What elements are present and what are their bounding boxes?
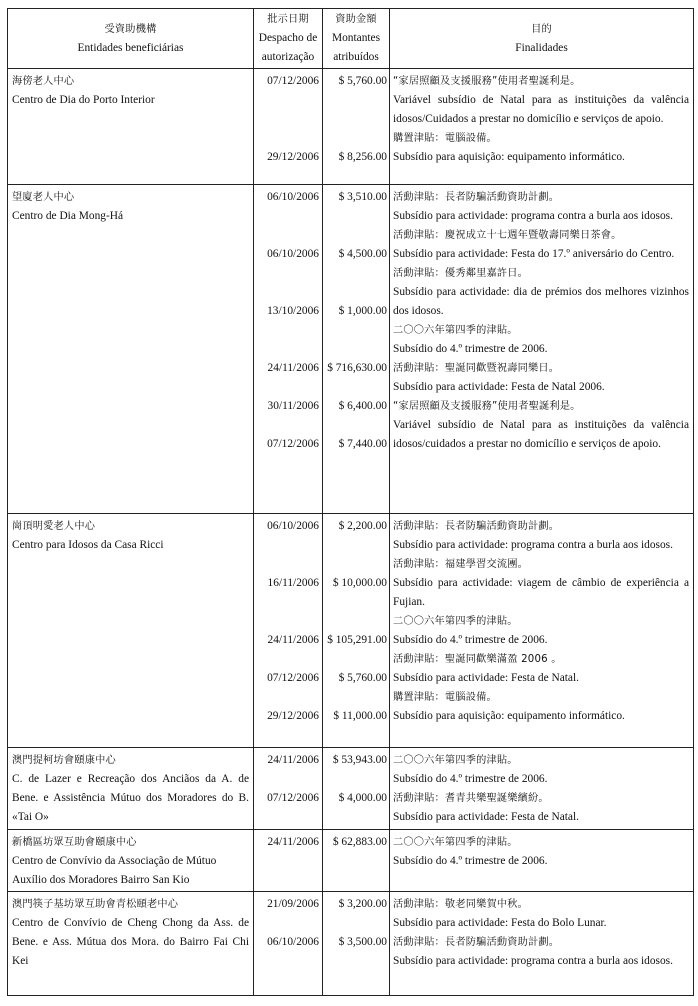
purpose-cell: 活動津貼：長者防騙活動資助計劃。 Subsídio para actividade: programa contra a burla aos idosos. 活動津貼：福建學習交流團。 Subsídio para actividade: viagem de câmbio de experiência a Fujian. 二〇〇六年第四季的津貼。 Subsídio do 4.º trimestre de 2006. 活動津貼：聖誕同歡樂滿盈 2006 。 Subsídio para actividade: Festa de Natal. 購置津貼：電腦設備。 Subsídio para aquisição: equipamento informático.	[390, 514, 694, 748]
entity-cell: 澳門提柯坊會頤康中心 C. de Lazer e Recreação dos Anciãos da A. de Bene. e Assistência Mútuo dos Moradores do B. «Tai O»	[8, 748, 254, 830]
amount-cell: $ 53,943.00 $ 4,000.00	[323, 748, 390, 830]
date-cell: 06/10/2006 06/10/2006 13/10/2006 24/11/2006 30/11/2006 07/12/2006	[254, 185, 323, 514]
subsidy-table	[7, 8, 694, 996]
table-row	[8, 892, 694, 996]
date-cell: 21/09/2006 06/10/2006	[254, 892, 323, 996]
date-cell: 06/10/2006 16/11/2006 24/11/2006 07/12/2006 29/12/2006	[254, 514, 323, 748]
date-cell: 07/12/2006 29/12/2006	[254, 69, 323, 185]
entity-cell: 澳門筷子基坊眾互助會青松頤老中心 Centro de Convívio de Cheng Chong da Ass. de Bene. e Ass. Mútua dos Mora. do Bairro Fai Chi Kei	[8, 892, 254, 996]
header-date: 批示日期 Despacho de autorização	[254, 9, 323, 69]
date-cell: 24/11/2006	[254, 830, 323, 892]
entity-cell: 新橋區坊眾互助會頤康中心 Centro de Convívio da Associação de Mútuo Auxílio dos Moradores Bairro San Kio	[8, 830, 254, 892]
entity-cell: 崗頂明愛老人中心 Centro para Idosos da Casa Ricci	[8, 514, 254, 748]
entity-cell: 海傍老人中心 Centro de Dia do Porto Interior	[8, 69, 254, 185]
table-row	[8, 185, 694, 514]
entity-cell: 望廈老人中心 Centro de Dia Mong-Há	[8, 185, 254, 514]
table-header-row	[8, 9, 694, 69]
amount-cell: $ 62,883.00	[323, 830, 390, 892]
amount-cell: $ 3,510.00 $ 4,500.00 $ 1,000.00 $ 716,630.00 $ 6,400.00 $ 7,440.00	[323, 185, 390, 514]
purpose-cell: 二〇〇六年第四季的津貼。 Subsídio do 4.º trimestre de 2006.	[390, 830, 694, 892]
purpose-cell: 二〇〇六年第四季的津貼。 Subsídio do 4.º trimestre de 2006. 活動津貼：耆青共樂聖誕樂繽紛。 Subsídio para actividade: Festa de Natal.	[390, 748, 694, 830]
table-row	[8, 514, 694, 748]
table-row	[8, 69, 694, 185]
table-row	[8, 748, 694, 830]
date-cell: 24/11/2006 07/12/2006	[254, 748, 323, 830]
header-amount: 資助金額 Montantes atribuídos	[323, 9, 390, 69]
purpose-cell: 活動津貼：長者防騙活動資助計劃。 Subsídio para actividade: programa contra a burla aos idosos. 活動津貼：慶祝成立十七週年暨敬壽同樂日茶會。 Subsídio para actividade: Festa do 17.º aniversário do Centro. 活動津貼：優秀鄰里嘉許日。 Subsídio para actividade: dia de prémios dos melhores vizinhos dos idosos. 二〇〇六年第四季的津貼。 Subsídio do 4.º trimestre de 2006. 活動津貼：聖誕同歡暨祝壽同樂日。 Subsídio para actividade: Festa de Natal 2006. “家居照顧及支援服務”使用者聖誕利是。 Variável subsídio de Natal para as instituições da valência idosos/cuidados a prestar no domicílio e serviços de apoio.	[390, 185, 694, 514]
amount-cell: $ 5,760.00 $ 8,256.00	[323, 69, 390, 185]
amount-cell: $ 2,200.00 $ 10,000.00 $ 105,291.00 $ 5,760.00 $ 11,000.00	[323, 514, 390, 748]
header-purpose: 目的 Finalidades	[390, 9, 694, 69]
amount-cell: $ 3,200.00 $ 3,500.00	[323, 892, 390, 996]
purpose-cell: 活動津貼：敬老同樂賀中秋。 Subsídio para actividade: Festa do Bolo Lunar. 活動津貼：長者防騙活動資助計劃。 Subsídio para actividade: programa contra a burla aos idosos.	[390, 892, 694, 996]
purpose-cell: “家居照顧及支援服務”使用者聖誕利是。 Variável subsídio de Natal para as instituições da valência idosos/Cuidados a prestar no domicílio e serviços de apoio. 購置津貼：電腦設備。 Subsídio para aquisição: equipamento informático.	[390, 69, 694, 185]
header-entities: 受資助機構 Entidades beneficiárias	[8, 9, 254, 69]
table-row	[8, 830, 694, 892]
